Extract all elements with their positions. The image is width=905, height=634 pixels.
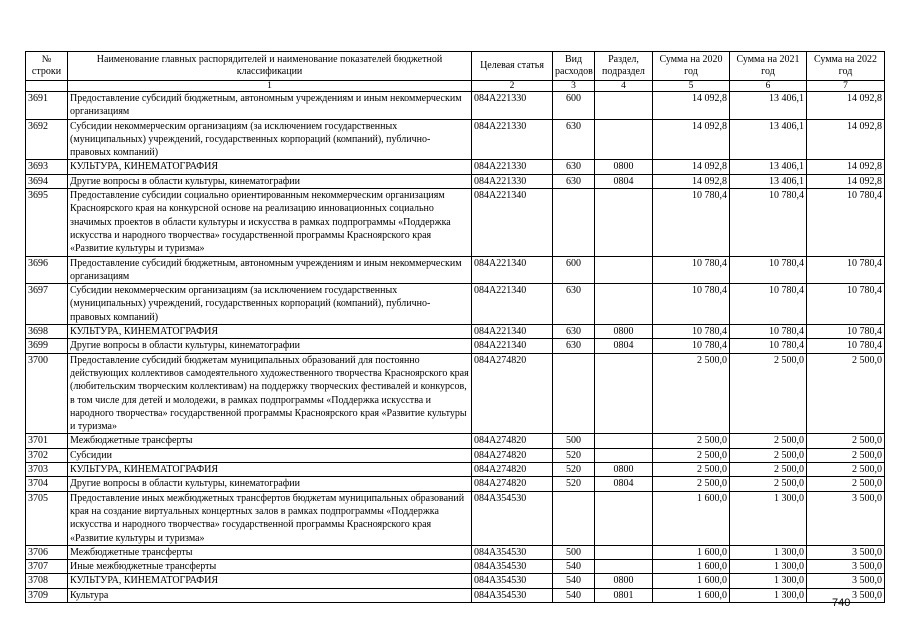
section-code <box>595 189 653 256</box>
row-name: Предоставление субсидий бюджетным, автономным учреждениям и иным некоммерческим организациям <box>68 256 472 284</box>
sum-2021: 13 406,1 <box>730 92 807 120</box>
section-code <box>595 284 653 325</box>
sum-2020: 1 600,0 <box>653 545 730 559</box>
expense-type: 540 <box>553 574 595 588</box>
row-number: 3698 <box>26 325 68 339</box>
row-number: 3695 <box>26 189 68 256</box>
sum-2020: 1 600,0 <box>653 560 730 574</box>
sum-2020: 14 092,8 <box>653 92 730 120</box>
budget-table <box>25 51 885 603</box>
row-number: 3692 <box>26 119 68 160</box>
sum-2022: 14 092,8 <box>807 119 885 160</box>
row-number: 3708 <box>26 574 68 588</box>
header-section: Раздел, подраздел <box>595 52 653 81</box>
sum-2020: 10 780,4 <box>653 256 730 284</box>
sum-2022: 3 500,0 <box>807 545 885 559</box>
header-name: Наименование главных распорядителей и наименование показателей бюджетной классификации <box>68 52 472 81</box>
section-code: 0800 <box>595 325 653 339</box>
header-sum-2021: Сумма на 2021 год <box>730 52 807 81</box>
sum-2021: 10 780,4 <box>730 256 807 284</box>
sum-2022: 2 500,0 <box>807 353 885 434</box>
row-name: Другие вопросы в области культуры, кинематографии <box>68 174 472 188</box>
sum-2020: 2 500,0 <box>653 448 730 462</box>
table-row <box>26 325 885 339</box>
sum-2021: 1 300,0 <box>730 574 807 588</box>
target-code: 084А221340 <box>472 189 553 256</box>
section-code <box>595 119 653 160</box>
row-number: 3704 <box>26 477 68 491</box>
row-name: Предоставление субсидий бюджетным, автономным учреждениям и иным некоммерческим организациям <box>68 92 472 120</box>
row-name: КУЛЬТУРА, КИНЕМАТОГРАФИЯ <box>68 325 472 339</box>
row-name: Субсидии некоммерческим организациям (за исключением государственных (муниципальных) учреждений, государственных корпораций (компаний), публично-правовых компаний) <box>68 284 472 325</box>
sum-2020: 2 500,0 <box>653 434 730 448</box>
row-number: 3696 <box>26 256 68 284</box>
sum-2021: 2 500,0 <box>730 434 807 448</box>
section-code: 0804 <box>595 339 653 353</box>
table-row <box>26 339 885 353</box>
sum-2022: 10 780,4 <box>807 325 885 339</box>
expense-type: 500 <box>553 545 595 559</box>
section-code: 0800 <box>595 574 653 588</box>
row-number: 3705 <box>26 491 68 545</box>
expense-type <box>553 353 595 434</box>
sum-2020: 14 092,8 <box>653 119 730 160</box>
target-code: 084А354530 <box>472 588 553 602</box>
row-number: 3693 <box>26 160 68 174</box>
expense-type: 630 <box>553 119 595 160</box>
row-number: 3699 <box>26 339 68 353</box>
sum-2022: 14 092,8 <box>807 92 885 120</box>
table-row <box>26 353 885 434</box>
target-code: 084А221340 <box>472 325 553 339</box>
sum-2022: 3 500,0 <box>807 588 885 602</box>
expense-type: 630 <box>553 339 595 353</box>
sum-2021: 1 300,0 <box>730 560 807 574</box>
expense-type: 520 <box>553 463 595 477</box>
table-body <box>26 92 885 603</box>
sum-2020: 14 092,8 <box>653 174 730 188</box>
column-number: 5 <box>653 81 730 92</box>
sum-2022: 10 780,4 <box>807 284 885 325</box>
table-row <box>26 160 885 174</box>
target-code: 084А221340 <box>472 256 553 284</box>
table-row <box>26 477 885 491</box>
sum-2021: 1 300,0 <box>730 491 807 545</box>
section-code <box>595 545 653 559</box>
row-number: 3691 <box>26 92 68 120</box>
target-code: 084А274820 <box>472 448 553 462</box>
row-number: 3707 <box>26 560 68 574</box>
target-code: 084А221330 <box>472 160 553 174</box>
section-code <box>595 448 653 462</box>
sum-2021: 2 500,0 <box>730 353 807 434</box>
column-number: 7 <box>807 81 885 92</box>
table-row <box>26 189 885 256</box>
expense-type: 540 <box>553 560 595 574</box>
sum-2020: 2 500,0 <box>653 463 730 477</box>
row-name: КУЛЬТУРА, КИНЕМАТОГРАФИЯ <box>68 463 472 477</box>
section-code <box>595 434 653 448</box>
expense-type: 520 <box>553 448 595 462</box>
sum-2021: 13 406,1 <box>730 174 807 188</box>
table-row <box>26 545 885 559</box>
sum-2020: 10 780,4 <box>653 325 730 339</box>
sum-2021: 2 500,0 <box>730 448 807 462</box>
target-code: 084А354530 <box>472 491 553 545</box>
sum-2021: 10 780,4 <box>730 189 807 256</box>
sum-2022: 10 780,4 <box>807 339 885 353</box>
table-row <box>26 92 885 120</box>
sum-2022: 3 500,0 <box>807 560 885 574</box>
target-code: 084А221330 <box>472 92 553 120</box>
header-sum-2020: Сумма на 2020 год <box>653 52 730 81</box>
target-code: 084А354530 <box>472 560 553 574</box>
row-name: Субсидии <box>68 448 472 462</box>
sum-2020: 1 600,0 <box>653 588 730 602</box>
row-name: КУЛЬТУРА, КИНЕМАТОГРАФИЯ <box>68 574 472 588</box>
expense-type: 600 <box>553 92 595 120</box>
row-number: 3700 <box>26 353 68 434</box>
row-number: 3697 <box>26 284 68 325</box>
expense-type: 630 <box>553 325 595 339</box>
sum-2020: 10 780,4 <box>653 339 730 353</box>
expense-type: 630 <box>553 284 595 325</box>
sum-2021: 10 780,4 <box>730 339 807 353</box>
sum-2020: 10 780,4 <box>653 189 730 256</box>
page-number: 740 <box>832 597 851 609</box>
sum-2020: 10 780,4 <box>653 284 730 325</box>
section-code: 0800 <box>595 160 653 174</box>
sum-2022: 2 500,0 <box>807 477 885 491</box>
table-row <box>26 560 885 574</box>
expense-type: 600 <box>553 256 595 284</box>
table-row <box>26 574 885 588</box>
header-row-number: № строки <box>26 52 68 81</box>
row-number: 3706 <box>26 545 68 559</box>
sum-2020: 1 600,0 <box>653 491 730 545</box>
target-code: 084А274820 <box>472 353 553 434</box>
section-code: 0804 <box>595 174 653 188</box>
row-name: Предоставление субсидии социально ориентированным некоммерческим организациям Красноярского края на конкурсной основе на реализацию инновационных социально значимых проектов в области культуры и искусства в рамках подпрограммы «Поддержка искусства и народного творчества» государственной программы Красноярского края «Развитие культуры и туризма» <box>68 189 472 256</box>
column-number: 3 <box>553 81 595 92</box>
row-name: КУЛЬТУРА, КИНЕМАТОГРАФИЯ <box>68 160 472 174</box>
header-expense-type: Вид расходов <box>553 52 595 81</box>
table-row <box>26 119 885 160</box>
row-name: Межбюджетные трансферты <box>68 434 472 448</box>
expense-type: 630 <box>553 174 595 188</box>
table-row <box>26 174 885 188</box>
sum-2021: 2 500,0 <box>730 463 807 477</box>
target-code: 084А274820 <box>472 477 553 491</box>
sum-2020: 2 500,0 <box>653 477 730 491</box>
expense-type: 630 <box>553 160 595 174</box>
column-number: 4 <box>595 81 653 92</box>
sum-2022: 10 780,4 <box>807 189 885 256</box>
target-code: 084А354530 <box>472 545 553 559</box>
row-name: Предоставление субсидий бюджетам муниципальных образований для постоянно действующих коллективов самодеятельного художественного творчества Красноярского края (любительским творческим коллективам) на поддержку творческих фестивалей и конкурсов, в том числе для детей и молодежи, в рамках подпрограммы «Поддержка искусства и народного творчества» государственной программы Красноярского края «Развитие культуры и туризма» <box>68 353 472 434</box>
section-code <box>595 560 653 574</box>
sum-2022: 2 500,0 <box>807 434 885 448</box>
target-code: 084А221330 <box>472 174 553 188</box>
sum-2022: 3 500,0 <box>807 491 885 545</box>
target-code: 084А221340 <box>472 284 553 325</box>
target-code: 084А221340 <box>472 339 553 353</box>
target-code: 084А354530 <box>472 574 553 588</box>
column-number: 2 <box>472 81 553 92</box>
table-row <box>26 448 885 462</box>
sum-2020: 2 500,0 <box>653 353 730 434</box>
row-number: 3703 <box>26 463 68 477</box>
section-code: 0801 <box>595 588 653 602</box>
column-numbers-row <box>26 81 885 92</box>
row-number: 3709 <box>26 588 68 602</box>
sum-2021: 1 300,0 <box>730 588 807 602</box>
row-number: 3701 <box>26 434 68 448</box>
expense-type: 520 <box>553 477 595 491</box>
sum-2021: 13 406,1 <box>730 160 807 174</box>
row-name: Предоставление иных межбюджетных трансфертов бюджетам муниципальных образований края на создание виртуальных концертных залов в рамках подпрограммы «Поддержка искусства и народного творчества» государственной программы Красноярского края «Развитие культуры и туризма» <box>68 491 472 545</box>
sum-2022: 10 780,4 <box>807 256 885 284</box>
row-name: Субсидии некоммерческим организациям (за исключением государственных (муниципальных) учреждений, государственных корпораций (компаний), публично-правовых компаний) <box>68 119 472 160</box>
table-header <box>26 52 885 92</box>
table-row <box>26 588 885 602</box>
row-number: 3694 <box>26 174 68 188</box>
sum-2021: 1 300,0 <box>730 545 807 559</box>
row-number: 3702 <box>26 448 68 462</box>
target-code: 084А274820 <box>472 463 553 477</box>
expense-type: 500 <box>553 434 595 448</box>
table-row <box>26 256 885 284</box>
sum-2021: 10 780,4 <box>730 325 807 339</box>
sum-2022: 3 500,0 <box>807 574 885 588</box>
table-row <box>26 434 885 448</box>
header-sum-2022: Сумма на 2022 год <box>807 52 885 81</box>
row-name: Иные межбюджетные трансферты <box>68 560 472 574</box>
column-number: 6 <box>730 81 807 92</box>
section-code <box>595 491 653 545</box>
sum-2022: 14 092,8 <box>807 174 885 188</box>
sum-2021: 2 500,0 <box>730 477 807 491</box>
sum-2021: 10 780,4 <box>730 284 807 325</box>
sum-2020: 1 600,0 <box>653 574 730 588</box>
section-code <box>595 256 653 284</box>
sum-2022: 2 500,0 <box>807 448 885 462</box>
expense-type <box>553 189 595 256</box>
sum-2022: 14 092,8 <box>807 160 885 174</box>
row-name: Культура <box>68 588 472 602</box>
table-row <box>26 284 885 325</box>
target-code: 084А221330 <box>472 119 553 160</box>
row-name: Другие вопросы в области культуры, кинематографии <box>68 339 472 353</box>
sum-2022: 2 500,0 <box>807 463 885 477</box>
sum-2021: 13 406,1 <box>730 119 807 160</box>
row-name: Другие вопросы в области культуры, кинематографии <box>68 477 472 491</box>
header-target-code: Целевая статья <box>472 52 553 81</box>
sum-2020: 14 092,8 <box>653 160 730 174</box>
target-code: 084А274820 <box>472 434 553 448</box>
expense-type <box>553 491 595 545</box>
section-code: 0804 <box>595 477 653 491</box>
section-code: 0800 <box>595 463 653 477</box>
column-number: 1 <box>68 81 472 92</box>
section-code <box>595 92 653 120</box>
column-number <box>26 81 68 92</box>
table-row <box>26 491 885 545</box>
table-row <box>26 463 885 477</box>
section-code <box>595 353 653 434</box>
expense-type: 540 <box>553 588 595 602</box>
row-name: Межбюджетные трансферты <box>68 545 472 559</box>
